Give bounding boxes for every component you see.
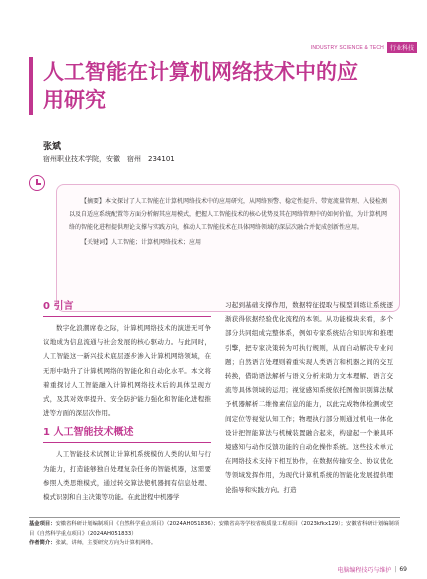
category-cn: 行业科技 [387,42,417,53]
left-column [43,298,211,504]
title-accent-bar [29,57,33,115]
section-divider [43,316,211,317]
page-footer [337,565,407,574]
header-category [311,42,417,53]
author-note [29,539,401,549]
fund-note [29,520,401,539]
author-affiliation: 宿州职业技术学院，安徽 宿州 234101 [43,155,175,163]
article-title: 人工智能在计算机网络技术中的应用研究 [43,60,358,112]
right-column-body: 习起到基础支撑作用，数据特征提取与模型训练让系统逐渐获得依据经验优化流程的本领。从功能模块来看，多个部分共同组成完整体系，例如专家系统结合知识库和推理引擎，把专家决策转为可执行规则，从而自动解决专业问题；自然语言处理则着重实现人类语言和机器之间的交互转换，借助语法解析与语义分析来助力文本理解、语言交流等具体领域的运用；视觉感知系统依托图像识别算法赋予机器解析二维像素信息的能力，以此完成物体检测或空间定位等视觉认知工作；物理执行部分则通过机电一体化设计把智能算法与机械装置融合起来，构建起一个兼具环境感知与动作反馈功能的自动化操作系统。这些技术单元在网络技术支持下相互协作，在数据传输安全、协议优化等领域发挥作用，为现代计算机系统的智能化发展提供理论指导和实践方向。打造 [225,301,393,494]
author-bio-label: 作者简介： [29,540,56,546]
fund-text: 安徽省科研计划编制项目《自然科学重点项目》（2024AH051836）；安徽省高等学校省级质量工程项目（2023kfkx129）；安徽省科研计划编制项目《自然科学重点项目》（2024AH051833） [29,521,400,537]
journal-name: 电脑编程技巧与维护 [337,567,392,574]
author-name: 张斌 [43,142,62,152]
section1-body: 人工智能技术试图让计算机系统模仿人类的认知与行为能力，打造能够独自处理复杂任务的智能机器，这需要参照人类思维模式，通过转交算法使机器拥有信息处理、模式识别和自主决策等功能。在此进程中机器学 [43,450,211,502]
intro-heading: 0 引言 [43,301,74,312]
section1-heading: 1 人工智能技术概述 [43,427,134,439]
footnote-divider [29,517,400,518]
footnotes [29,520,401,549]
section-divider [43,442,211,443]
abstract-text: 【摘要】本文探讨了人工智能在计算机网络技术中的应用研究，从网络预警、稳定性提升、带宽流量管理、入侵检测以及自适应系统配置等方面分析解其应用模式，把握人工智能技术的核心优势及其在网络管理中的如何价值，为计算机网络的智能化进程提供理论支撑与实践方向，推动人工智能技术在具体网络领域的深层次融合并促成创新性应用。 [69,198,388,231]
author-bio-text: 张斌，讲师，主要研究方向为计算机网络。 [55,540,157,546]
fund-label: 基金项目： [29,521,56,527]
footer-separator: | [394,566,397,573]
page-number: 69 [399,566,407,573]
right-column [225,298,393,497]
abstract-box [56,184,400,312]
keywords: 【关键词】人工智能；计算机网络技术；应用 [81,239,202,246]
intro-body: 数字化浪潮席卷之际，计算机网络技术的演进无可争议地成为信息流通与社会发展的核心驱动力。与此同时，人工智能这一新兴技术底层逐步渗入计算机网络领域，在无形中助升了计算机网络的智能化和自动化水平。本文将着重探讨人工智能融入计算机网络技术后的具体呈现方式，及其对效率提升、安全防护能力强化和智能化进程推进等方面的深层次作用。 [43,324,211,418]
category-en: INDUSTRY SCIENCE & TECH [310,44,384,51]
